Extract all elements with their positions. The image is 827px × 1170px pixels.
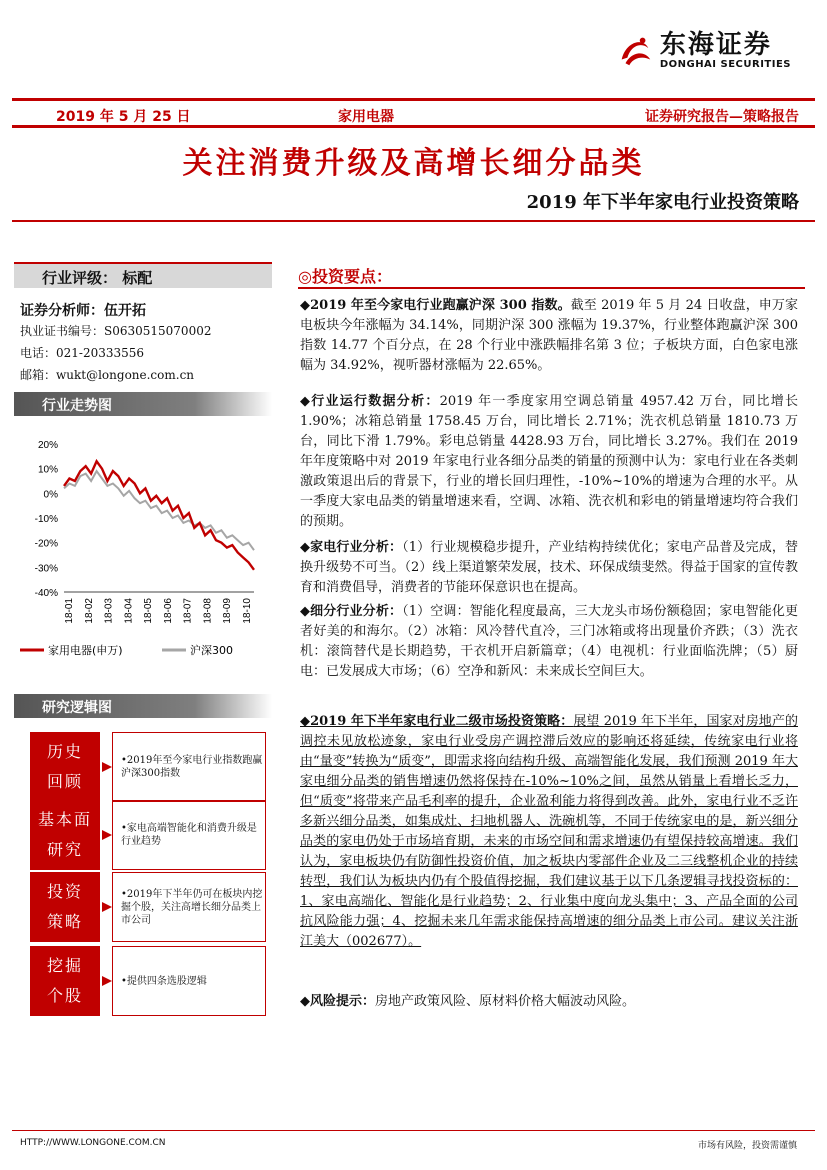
analyst-email: 邮箱：wukt@longone.com.cn [20,368,195,382]
y-tick-label: -30% [34,563,58,575]
brand-name-en: DONGHAI SECURITIES [659,58,791,70]
header-bar [12,98,815,128]
legend-label: 家用电器(申万) [48,644,123,657]
key-points-heading: ◎投资要点： [298,267,392,286]
brand-logo [616,30,791,70]
paragraph-industry-analysis [300,538,798,598]
analyst-name: 证券分析师：伍开拓 [20,303,146,319]
paragraph-performance [300,296,798,376]
logic-stage-label: 挖掘 [46,956,83,975]
y-tick-label: 10% [37,464,58,476]
report-sector: 家用电器 [338,109,394,125]
y-tick-label: -20% [34,538,58,550]
logic-summary [112,732,266,802]
x-tick-label: 18-05 [143,598,155,624]
x-tick-label: 18-01 [64,598,75,624]
analyst-phone: 电话：021-20333556 [20,346,145,360]
para-4-body: （1）空调：智能化程度最高，三大龙头市场份额稳固；家电智能化更者好美的和海尔。（2）冰箱：风冷替代直冷，三门冰箱或将出现量价齐跌；（3）洗衣机：滚筒替代是长期趋势，干衣机开启新篇章；（4）电视机：行业面临洗牌；（5）厨电：已发展成大市场；（6）空净和新风：未来成长空间巨大。 [300,604,799,679]
arrow-right-icon [102,762,112,772]
y-tick-label: 0% [43,489,58,501]
wave-logo-icon [616,30,654,70]
paragraph-operating-data [300,392,798,532]
arrow-right-icon [102,830,112,840]
para-1-body: 截至 2019 年 5 月 24 日收盘，申万家电板块今年涨幅为 34.14%，同期沪深 300 涨幅为 19.37%，行业整体跑赢沪深 300 指数 14.77 个百分点，在 28 个行业中涨跌幅排名第 3 位；子板块方面，白色家电涨幅为 34.92%，视听器材涨幅为 22.65%。 [300,298,798,373]
footer-divider [12,1130,815,1131]
legend-label: 沪深300 [190,644,233,657]
logic-stage [30,800,100,870]
para-5-body: 展望 2019 年下半年，国家对房地产的调控未见放松迹象，家电行业受房产调控滞后效应的影响还将延续，传统家电行业将由“量变”转换为“质变”，即需求将向结构升级、高端智能化发展，我们预测 2019 年大家电细分品类的销售增速仍然将保持在-10%~10%之间，虽然从销量上看增长乏力，但“质变”将带来产品毛利率的提升，企业盈利能力将得到改善。此外，家电行业不乏许多新兴细分品类，如集成灶、扫地机器人、洗碗机等，不同于传统家电的是，新兴细分品类的家电仍处于市场培育期，未来的市场空间和需求增速仍有望保持较高增速。我们认为，家电板块仍有防御性投资价值，加之板块内零部件企业及二三线整机企业的持续转型，我们认为板块内仍有个股值得挖掘，我们建议基于以下几条逻辑寻找投资标的：1、家电高端化、智能化是行业趋势；2、行业集中度向龙头集中；3、产品全面的公司抗风险能力强；4、挖掘未来几年需求能保持高增速的细分品类上市公司。建议关注浙江美大（002677）。 [300,714,798,949]
para-4-lead: ◆细分行业分析： [300,604,403,619]
para-3-body: （1）行业规模稳步提升，产业结构持续优化；家电产品普及完成，替换升级势不可当。（2）线上渠道繁荣发展，技术、环保成绩斐然。得益于国家的宣传教育和消费倡导，消费者的节能环保意识也在提高。 [300,540,799,595]
logic-stage-label: 投资 [46,882,83,901]
x-tick-label: 18-02 [83,598,95,624]
logic-summary [112,872,266,942]
divider [12,220,815,222]
logic-summary-text: •提供四条选股逻辑 [121,975,207,987]
logic-stage-label: 历史 [46,742,83,761]
trend-section-title: 行业走势图 [42,398,112,414]
logic-summary-text: •2019年下半年仍可在板块内挖掘个股，关注高增长细分品类上市公司 [121,888,263,926]
logic-stage-label: 回顾 [46,772,83,791]
logic-stage [30,732,100,802]
logic-stage [30,946,100,1016]
page-subtitle: 2019 年下半年家电行业投资策略 [526,192,799,213]
para-1-lead: ◆2019 年至今家电行业跑赢沪深 300 指数。 [300,298,571,313]
x-tick-label: 18-09 [222,598,234,624]
x-tick-label: 18-08 [202,598,214,624]
logic-stage [30,872,100,942]
x-tick-label: 18-07 [182,598,194,624]
key-points-divider [298,287,805,289]
logic-stage-label: 基本面 [37,810,92,829]
report-type: 证券研究报告—策略报告 [645,109,799,125]
logic-summary [112,946,266,1016]
para-6-lead: ◆风险提示： [300,994,375,1009]
logic-section-header [14,694,272,718]
para-2-body: 2019 年一季度家用空调总销量 4957.42 万台，同比增长 1.90%；冰箱总销量 1758.45 万台，同比增长 2.71%；洗衣机总销量 1810.73 万台，同比下滑 1.79%。彩电总销量 4428.93 万台，同比增长 3.27%。我们在 2019 年年度策略中对 2019 年家电行业各细分品类的销量的预测中认为：家电行业在各类刺激政策退出后的背景下，行业的增长回归理性，-10%~10%的增速为合理的水平。从一季度大家电品类的销量增速来看，空调、冰箱、洗衣机和彩电的销量增速均符合我们的预期。 [300,394,798,529]
x-tick-label: 18-10 [242,598,253,624]
para-6-body: 房地产政策风险、原材料价格大幅波动风险。 [375,994,636,1009]
page-title: 关注消费升级及高增长细分品类 [182,146,645,181]
trend-section-header [14,392,272,416]
x-tick-label: 18-03 [103,598,115,624]
industry-rating-text: 行业评级： 标配 [42,269,153,287]
para-5-lead: ◆2019 年下半年家电行业二级市场投资策略： [300,714,574,729]
analyst-cert: 执业证书编号：S0630515070002 [20,324,212,338]
logic-stage-label: 策略 [46,912,83,931]
x-tick-label: 18-04 [123,598,135,624]
logic-stage-label: 个股 [46,986,83,1005]
arrow-right-icon [102,976,112,986]
y-tick-label: 20% [37,440,58,451]
industry-trend-chart [14,428,270,688]
logic-summary [112,800,266,870]
para-3-lead: ◆家电行业分析： [300,540,403,555]
paragraph-strategy [300,712,798,952]
x-tick-label: 18-06 [162,598,174,624]
logic-section-title: 研究逻辑图 [42,700,112,716]
logic-summary-text: •家电高端智能化和消费升级是行业趋势 [121,823,257,847]
logic-stage-label: 研究 [46,840,83,859]
logic-summary-text: •2019年至今家电行业指数跑赢沪深300指数 [121,755,263,779]
footer-disclaimer: 市场有风险，投资需谨慎 [697,1141,797,1151]
y-tick-label: -10% [34,514,58,525]
paragraph-risk [300,992,798,1012]
report-date: 2019 年 5 月 25 日 [56,109,191,125]
paragraph-segment-analysis [300,602,798,682]
industry-rating [14,262,272,288]
brand-name-cn: 东海证券 [659,29,772,60]
y-tick-label: -40% [34,588,58,599]
arrow-right-icon [102,902,112,912]
para-2-lead: ◆行业运行数据分析： [300,394,440,409]
footer-url: HTTP://WWW.LONGONE.COM.CN [20,1138,166,1148]
series-line-csi300 [64,471,254,550]
